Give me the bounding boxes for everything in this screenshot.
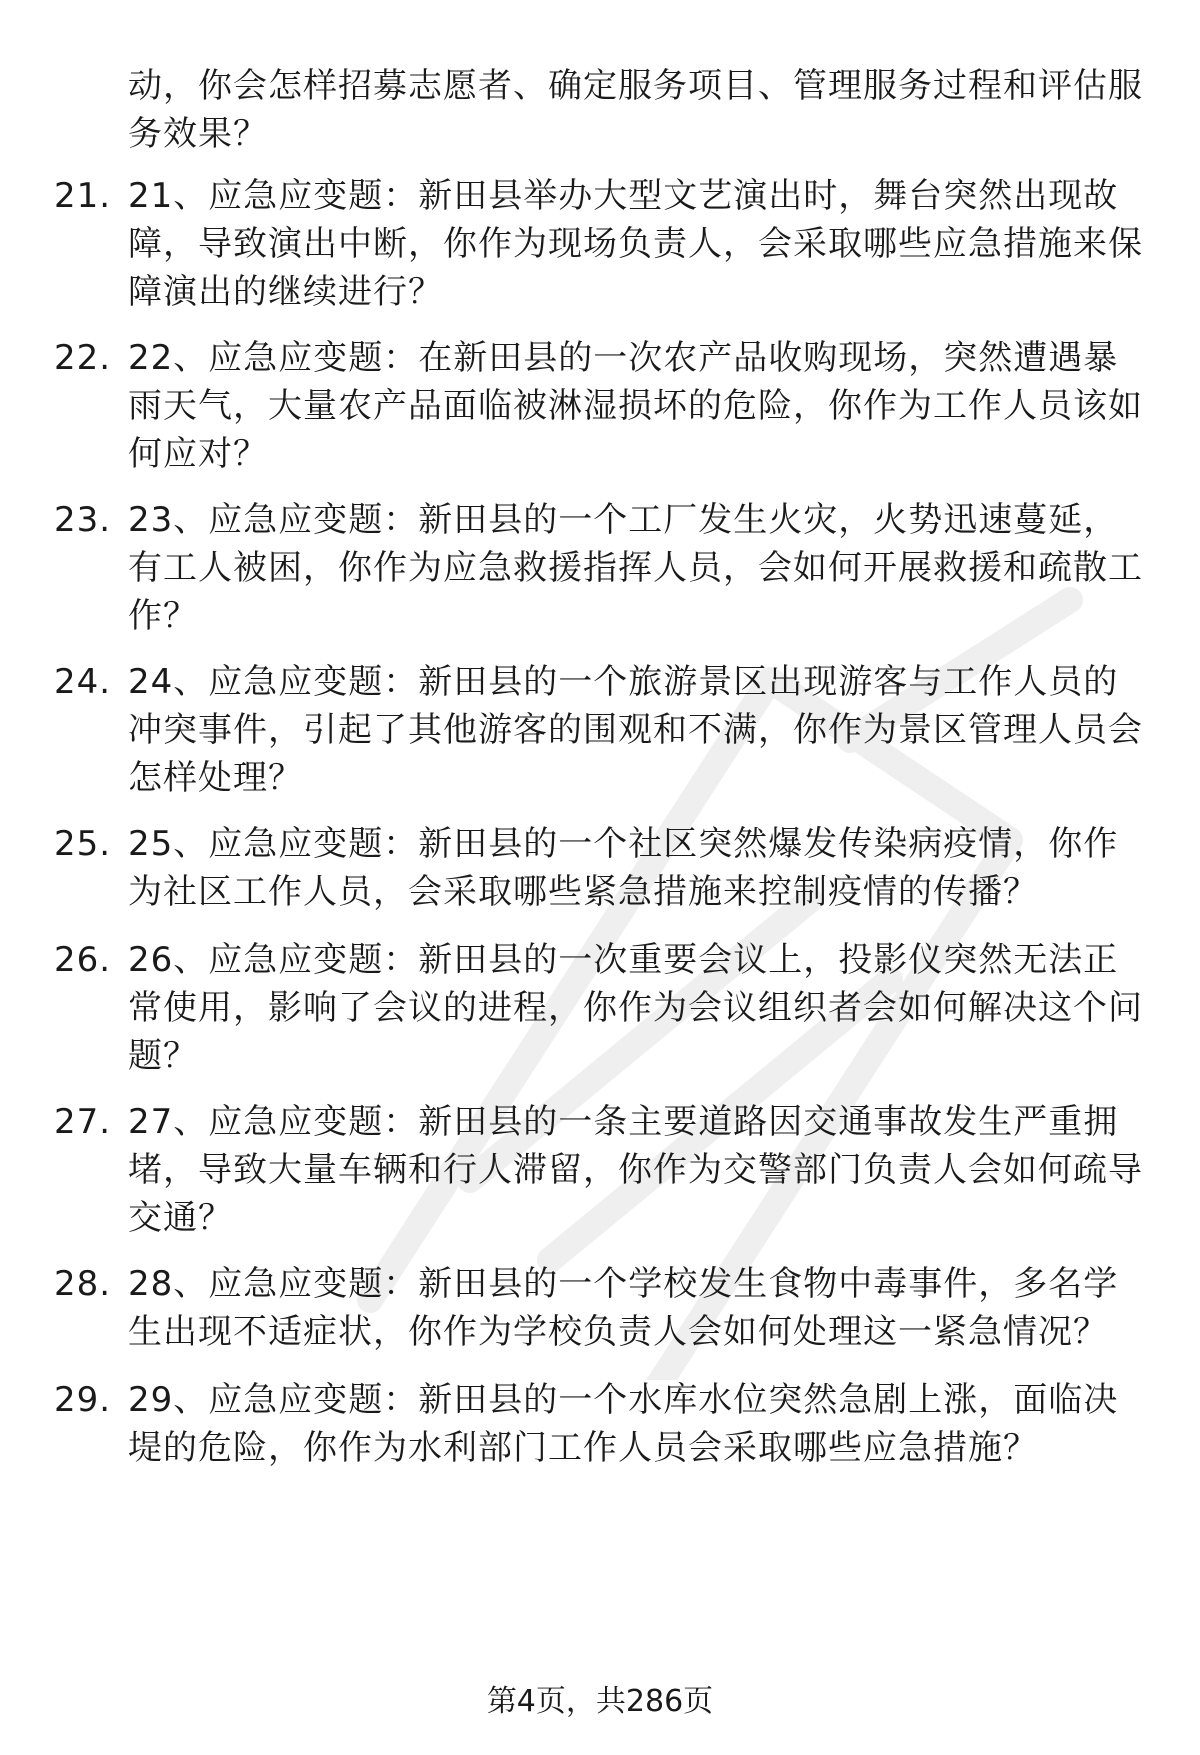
question-number: 29. [54, 1380, 112, 1420]
question-number: 26. [54, 940, 112, 980]
question-text: 23、应急应变题：新田县的一个工厂发生火灾，火势迅速蔓延，有工人被困，你作为应急救援指挥人员，会如何开展救援和疏散工作？ [128, 500, 1143, 636]
question-text: 26、应急应变题：新田县的一次重要会议上，投影仪突然无法正常使用，影响了会议的进程，你作为会议组织者会如何解决这个问题？ [128, 940, 1143, 1076]
question-number: 24. [54, 662, 112, 702]
question-number: 22. [54, 338, 112, 378]
question-number: 25. [54, 824, 112, 864]
question-text: 29、应急应变题：新田县的一个水库水位突然急剧上涨，面临决堤的危险，你作为水利部门工作人员会采取哪些应急措施？ [128, 1380, 1119, 1468]
question-number: 28. [54, 1264, 112, 1304]
question-number: 21. [54, 176, 112, 216]
intro-continuation-text: 动，你会怎样招募志愿者、确定服务项目、管理服务过程和评估服务效果？ [128, 66, 1143, 154]
question-text: 24、应急应变题：新田县的一个旅游景区出现游客与工作人员的冲突事件，引起了其他游客的围观和不满，你作为景区管理人员会怎样处理？ [128, 662, 1143, 798]
question-text: 22、应急应变题：在新田县的一次农产品收购现场，突然遭遇暴雨天气，大量农产品面临被淋湿损坏的危险，你作为工作人员该如何应对？ [128, 338, 1143, 474]
question-text: 28、应急应变题：新田县的一个学校发生食物中毒事件，多名学生出现不适症状，你作为学校负责人会如何处理这一紧急情况？ [128, 1264, 1119, 1352]
question-text: 25、应急应变题：新田县的一个社区突然爆发传染病疫情，你作为社区工作人员，会采取哪些紧急措施来控制疫情的传播？ [128, 824, 1119, 912]
page-footer: 第4页，共286页 [486, 1684, 714, 1719]
question-number: 23. [54, 500, 112, 540]
question-text: 21、应急应变题：新田县举办大型文艺演出时，舞台突然出现故障，导致演出中断，你作为现场负责人，会采取哪些应急措施来保障演出的继续进行？ [128, 176, 1143, 312]
question-text: 27、应急应变题：新田县的一条主要道路因交通事故发生严重拥堵，导致大量车辆和行人滞留，你作为交警部门负责人会如何疏导交通？ [128, 1102, 1143, 1238]
question-number: 27. [54, 1102, 112, 1142]
